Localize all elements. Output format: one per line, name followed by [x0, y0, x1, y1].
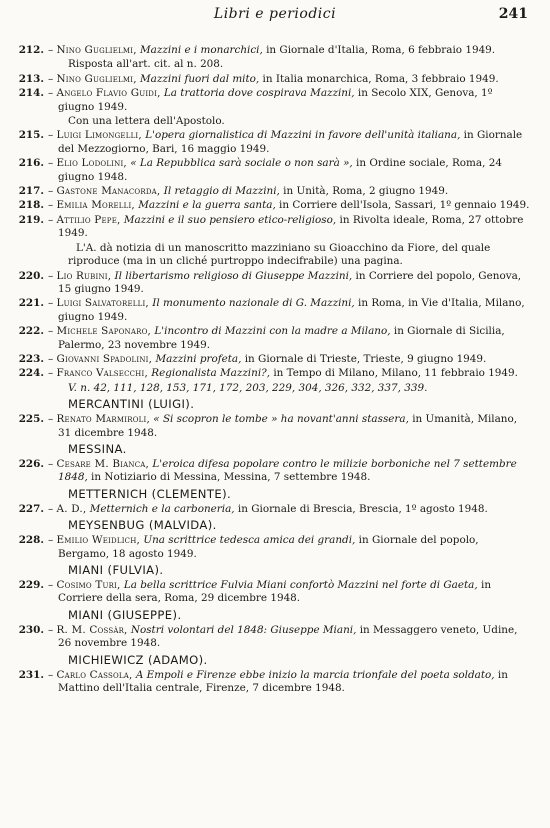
bibliography-entry [0, 458, 550, 485]
entry-title: L'incontro di Mazzini con la madre a Milano, [154, 325, 391, 338]
entry-number: 229. [18, 579, 44, 591]
entry-source: in Umanità, Milano, 31 dicembre 1948. [58, 413, 518, 439]
entry-number: 226. [18, 457, 44, 470]
entry-number: 221. [18, 297, 44, 310]
entry-title: Mazzini e il suo pensiero etico-religioso, [123, 213, 337, 226]
entry-number: 224. [18, 367, 44, 380]
entry-title: Nostri volontari del 1848: Giuseppe Miani, [130, 623, 357, 636]
entry-number: 231. [18, 668, 44, 681]
entry-source: in Italia monarchica, Roma, 3 febbraio 1949. [259, 72, 499, 85]
bibliography-entry [0, 534, 550, 561]
entry-title: Mazzini e i monarchici, [140, 44, 263, 56]
bibliography-entry [0, 270, 550, 297]
bibliography-entry [0, 503, 550, 516]
entry-title: L'eroica difesa popolare contro le milizie borboniche nel 7 settembre 1848, [58, 457, 517, 484]
entry-author: Franco Valsecchi, [56, 367, 148, 380]
entry-note: Risposta all'art. cit. al n. 208. [68, 58, 224, 71]
entry-dash: – [48, 185, 57, 198]
bibliography-entry [0, 624, 550, 651]
bibliography-entry [0, 87, 550, 114]
section-heading: MICHIEWICZ (ADAMO). [68, 652, 208, 667]
page-number: 241 [498, 6, 528, 22]
entry-title: Il libertarismo religioso di Giuseppe Mazzini, [114, 269, 353, 282]
entry-title: La bella scrittrice Fulvia Miani confortò Mazzini nel forte di Gaeta, [123, 579, 478, 591]
entry-author: Michele Saponaro, [56, 325, 152, 338]
entry-number: 217. [18, 185, 44, 198]
entry-number: 222. [18, 325, 44, 338]
entry-author: Attilio Pepe, [56, 213, 121, 226]
entry-source: in Corriere dell'Isola, Sassari, 1º gennaio 1949. [275, 199, 530, 212]
entry-dash: – [48, 367, 57, 380]
entry-dash: – [48, 297, 57, 310]
entry-author: A. D., [56, 502, 87, 515]
entry-dash: – [48, 269, 57, 282]
entry-source: in Corriere del popolo, Genova, 15 giugno 1949. [58, 269, 522, 295]
entry-author: Giovanni Spadolini, [56, 352, 153, 365]
cross-reference: V. n. 42, 111, 128, 153, 171, 172, 203, 229, 304, 326, 332, 337, 339. [68, 381, 428, 394]
entry-author: Carlo Cassola, [56, 668, 133, 681]
entry-number: 230. [18, 623, 44, 636]
entry-note: L'A. dà notizia di un manoscritto mazziniano su Gioacchino da Fiore, del quale riproduce (ma in un cliché purtroppo indecifrabile) una pagina. [68, 241, 491, 268]
entry-title: Una scrittrice tedesca amica dei grandi, [143, 534, 356, 547]
entry-source: in Mattino dell'Italia centrale, Firenze, 7 dicembre 1948. [58, 668, 508, 695]
entry-title: Mazzini profeta, [155, 352, 242, 365]
bibliography-entry [0, 199, 550, 212]
entry-dash: – [48, 352, 57, 365]
entry-dash: – [48, 44, 57, 56]
entry-number: 220. [18, 269, 44, 282]
entry-number: 212. [18, 44, 44, 56]
entry-source: in Notiziario di Messina, Messina, 7 settembre 1948. [87, 471, 371, 484]
bibliography-entry [0, 214, 550, 241]
section-heading: MERCANTINI (LUIGI). [68, 397, 195, 412]
entry-dash: – [48, 534, 57, 547]
entry-dash: – [48, 72, 57, 85]
entry-author: Elio Lodolini, [56, 157, 127, 170]
entry-author: Nino Guglielmi, [56, 72, 137, 85]
entry-dash: – [48, 87, 57, 100]
entry-author: Lio Rubini, [56, 269, 112, 282]
entry-source: in Giornale del popolo, Bergamo, 18 agosto 1949. [58, 534, 479, 560]
entry-author: Cesare M. Bianca, [56, 457, 150, 470]
entry-source: in Giornale di Trieste, Trieste, 9 giugno 1949. [241, 352, 487, 365]
entry-number: 228. [18, 534, 44, 547]
entry-author: Cosimo Turi, [56, 579, 121, 591]
entry-dash: – [48, 457, 57, 470]
entry-source: in Giornale del Mezzogiorno, Bari, 16 maggio 1949. [58, 129, 523, 155]
section-heading: MESSINA. [68, 441, 127, 456]
entry-author: Emilio Weidlich, [56, 534, 141, 547]
section-heading: MIANI (FULVIA). [68, 563, 164, 577]
bibliography-entry [0, 157, 550, 184]
entry-number: 219. [18, 213, 44, 226]
entry-note: Con una lettera dell'Apostolo. [68, 115, 225, 128]
bibliography-entry [0, 353, 550, 366]
entry-title: Metternich e la carboneria, [89, 502, 235, 515]
entry-source: in Rivolta ideale, Roma, 27 ottobre 1949. [58, 213, 524, 240]
entry-author: Luigi Salvatorelli, [56, 297, 149, 310]
entry-source: in Messaggero veneto, Udine, 26 novembre 1948. [58, 623, 518, 650]
entry-author: Luigi Limongelli, [56, 129, 142, 142]
entry-title: A Empoli e Firenze ebbe inizio la marcia trionfale del poeta soldato, [135, 668, 495, 681]
section-heading: METTERNICH (CLEMENTE). [68, 486, 232, 501]
entry-dash: – [48, 579, 57, 591]
entry-number: 214. [18, 87, 44, 100]
entry-source: in Giornale di Sicilia, Palermo, 23 novembre 1949. [58, 325, 505, 351]
section-heading: MEYSENBUG (MALVIDA). [68, 518, 217, 533]
bibliography-entry [0, 73, 550, 86]
entry-source: in Giornale d'Italia, Roma, 6 febbraio 1949. [262, 44, 496, 56]
entry-dash: – [48, 623, 57, 636]
entry-number: 215. [18, 129, 44, 142]
bibliography-entry [0, 129, 550, 156]
entry-dash: – [48, 129, 57, 142]
entry-title: « Si scopron le tombe » ha novant'anni stassera, [153, 413, 409, 426]
entry-number: 216. [18, 157, 44, 170]
entry-number: 225. [18, 413, 44, 426]
entry-dash: – [48, 413, 57, 426]
entry-author: Gastone Manacorda, [56, 185, 161, 198]
entry-source: in Roma, in Vie d'Italia, Milano, giugno 1949. [58, 297, 525, 323]
entry-dash: – [48, 325, 57, 338]
bibliography-entry [0, 669, 550, 696]
bibliography-entry [0, 297, 550, 324]
running-title: Libri e periodici [213, 6, 337, 22]
entry-source: in Ordine sociale, Roma, 24 giugno 1948. [58, 157, 502, 183]
entry-author: Angelo Flavio Guidi, [56, 87, 161, 100]
entry-title: La trattoria dove cospirava Mazzini, [163, 87, 355, 100]
entry-author: Emilia Morelli, [56, 199, 135, 212]
entry-number: 223. [18, 352, 44, 365]
bibliography-entry [0, 185, 550, 198]
bibliography-entry [0, 579, 550, 606]
entry-number: 227. [18, 502, 44, 515]
entry-dash: – [48, 157, 57, 170]
bibliography-entry [0, 44, 550, 57]
entry-dash: – [48, 502, 57, 515]
entry-number: 218. [18, 199, 44, 212]
entry-dash: – [48, 668, 57, 681]
entry-source: in Corriere della sera, Roma, 29 dicembre 1948. [58, 579, 492, 605]
entry-source: in Tempo di Milano, Milano, 11 febbraio 1949. [270, 367, 518, 380]
entry-source: in Unità, Roma, 2 giugno 1949. [279, 185, 449, 198]
entry-number: 213. [18, 72, 44, 85]
entry-title: Regionalista Mazzini?, [151, 367, 271, 380]
page-header [0, 6, 550, 28]
entry-author: Renato Marmiroli, [56, 413, 150, 426]
entry-title: Mazzini fuori dal mito, [140, 72, 260, 85]
bibliography-entry [0, 367, 550, 380]
bibliography-list [0, 44, 550, 696]
section-heading: MIANI (GIUSEPPE). [68, 607, 182, 622]
entry-source: in Secolo XIX, Genova, 1º giugno 1949. [58, 87, 493, 113]
bibliography-entry [0, 325, 550, 352]
entry-title: Mazzini e la guerra santa, [138, 199, 276, 212]
entry-title: L'opera giornalistica di Mazzini in favore dell'unità italiana, [145, 129, 461, 142]
entry-title: Il monumento nazionale di G. Mazzini, [152, 297, 355, 310]
entry-author: Nino Guglielmi, [56, 44, 137, 56]
bibliography-entry [0, 413, 550, 440]
entry-title: Il retaggio di Mazzini, [163, 185, 280, 198]
entry-author: R. M. Cossàr, [56, 623, 128, 636]
entry-source: in Giornale di Brescia, Brescia, 1º agosto 1948. [234, 502, 488, 515]
entry-dash: – [48, 213, 57, 226]
entry-dash: – [48, 199, 57, 212]
entry-title: « La Repubblica sarà sociale o non sarà », [130, 157, 353, 170]
